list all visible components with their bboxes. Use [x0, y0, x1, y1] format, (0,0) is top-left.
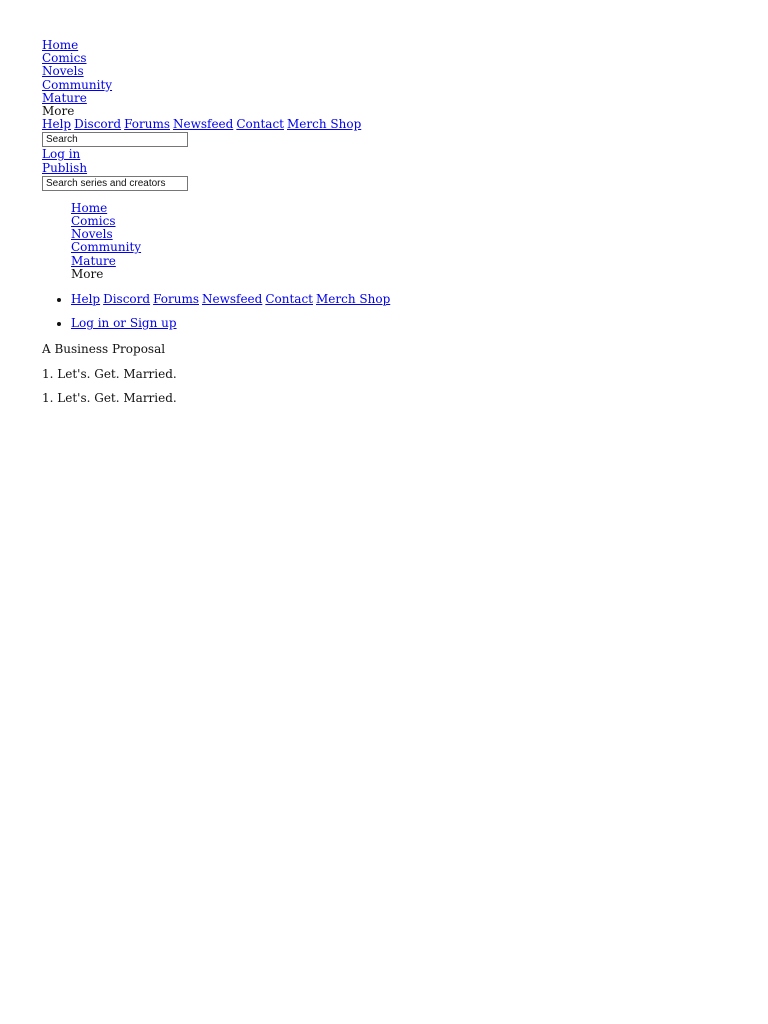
more-label: More	[42, 104, 75, 119]
more-link-forums[interactable]: Forums	[124, 117, 170, 132]
more-link-help[interactable]: Help	[42, 117, 72, 132]
nav-link-mature[interactable]: Mature	[42, 90, 87, 105]
list-item	[71, 293, 768, 306]
more-link-contact[interactable]: Contact	[236, 117, 284, 132]
mobile-nav-link-home[interactable]: Home	[71, 200, 108, 215]
search-input[interactable]	[42, 132, 188, 147]
episode-title: 1. Let's. Get. Married.	[42, 366, 177, 381]
nav-link-community[interactable]: Community	[42, 77, 113, 92]
mobile-more-link-help[interactable]: Help	[71, 292, 101, 307]
series-title: A Business Proposal	[42, 342, 166, 357]
series-search-input[interactable]	[42, 176, 188, 191]
nav-link-novels[interactable]: Novels	[42, 64, 84, 79]
mobile-nav-list	[71, 293, 768, 330]
page	[0, 0, 768, 405]
mobile-nav	[71, 202, 768, 281]
mobile-more-label: More	[71, 266, 104, 281]
mobile-more-link-discord[interactable]: Discord	[103, 292, 151, 307]
more-link-merch-shop[interactable]: Merch Shop	[287, 117, 362, 132]
more-link-discord[interactable]: Discord	[74, 117, 122, 132]
episode-title: 1. Let's. Get. Married.	[42, 390, 177, 405]
more-links	[42, 118, 768, 131]
login-link[interactable]: Log in	[42, 147, 81, 162]
mobile-more-link-merch-shop[interactable]: Merch Shop	[316, 292, 391, 307]
mobile-nav-link-comics[interactable]: Comics	[71, 214, 116, 229]
mobile-more-link-forums[interactable]: Forums	[153, 292, 199, 307]
nav-link-home[interactable]: Home	[42, 38, 79, 52]
mobile-nav-link-mature[interactable]: Mature	[71, 253, 116, 268]
mobile-more-link-newsfeed[interactable]: Newsfeed	[201, 292, 263, 307]
nav-link-comics[interactable]: Comics	[42, 51, 87, 66]
login-signup-link[interactable]: Log in or Sign up	[71, 316, 177, 331]
publish-link[interactable]: Publish	[42, 160, 88, 175]
more-link-newsfeed[interactable]: Newsfeed	[172, 117, 234, 132]
list-item	[71, 317, 768, 330]
mobile-nav-link-novels[interactable]: Novels	[71, 227, 113, 242]
top-nav	[42, 39, 768, 191]
mobile-more-link-contact[interactable]: Contact	[265, 292, 313, 307]
mobile-nav-link-community[interactable]: Community	[71, 240, 142, 255]
